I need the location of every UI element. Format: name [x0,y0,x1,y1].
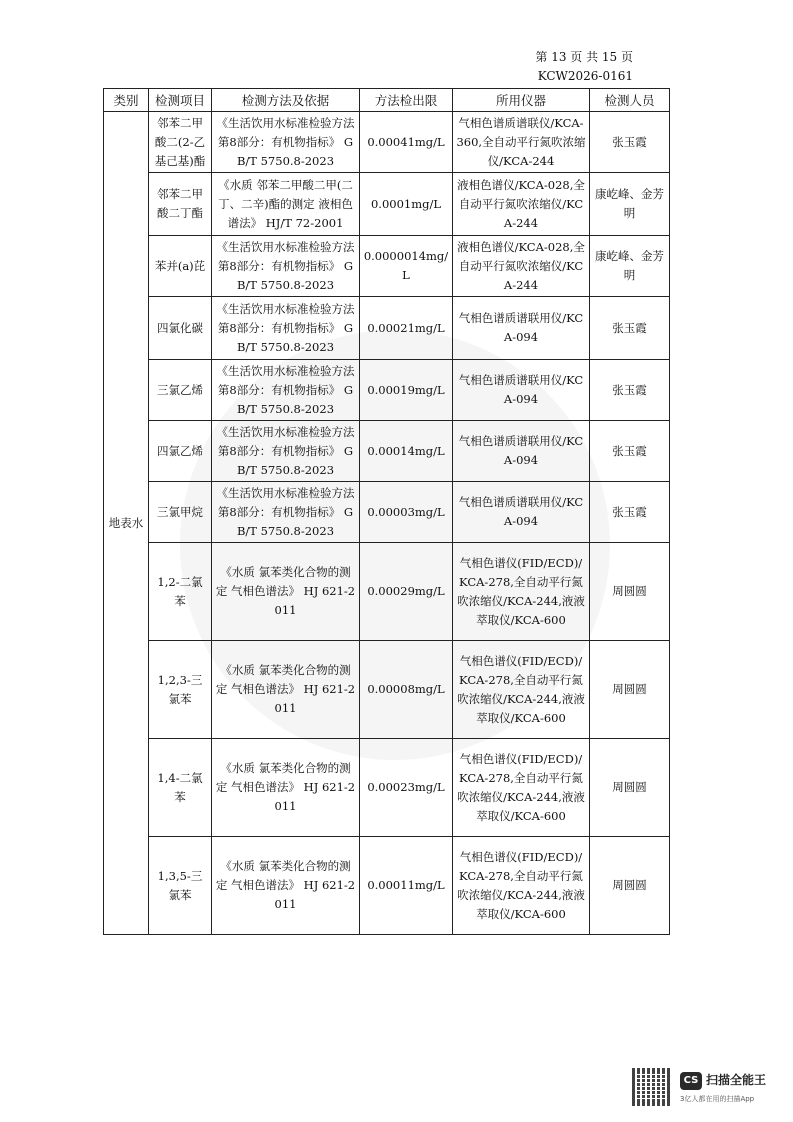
table-row [104,837,670,935]
method-cell: 《水质 氯苯类化合物的测定 气相色谱法》 HJ 621-2011 [212,641,360,739]
table-row [104,421,670,482]
table-row [104,297,670,360]
instrument-cell: 气相色谱仪(FID/ECD)/KCA-278,全自动平行氮吹浓缩仪/KCA-244,液液萃取仪/KCA-600 [453,837,590,935]
header-method: 检测方法及依据 [212,89,360,112]
item-cell: 三氯乙烯 [149,360,212,421]
limit-cell: 0.00029mg/L [360,543,453,641]
limit-cell: 0.0001mg/L [360,173,453,236]
qr-code-icon [632,1068,670,1106]
inspector-cell: 张玉霞 [590,482,670,543]
table-row [104,739,670,837]
instrument-cell: 气相色谱仪(FID/ECD)/KCA-278,全自动平行氮吹浓缩仪/KCA-244,液液萃取仪/KCA-600 [453,543,590,641]
page-header [535,48,633,86]
instrument-cell: 液相色谱仪/KCA-028,全自动平行氮吹浓缩仪/KCA-244 [453,236,590,297]
item-cell: 四氯化碳 [149,297,212,360]
table-row [104,641,670,739]
method-cell: 《生活饮用水标准检验方法 第8部分：有机物指标》 GB/T 5750.8-2023 [212,421,360,482]
instrument-cell: 液相色谱仪/KCA-028,全自动平行氮吹浓缩仪/KCA-244 [453,173,590,236]
item-cell: 苯并(a)芘 [149,236,212,297]
limit-cell: 0.00021mg/L [360,297,453,360]
instrument-cell: 气相色谱质谱联用仪/KCA-094 [453,360,590,421]
inspector-cell: 张玉霞 [590,421,670,482]
table-row [104,543,670,641]
item-cell: 三氯甲烷 [149,482,212,543]
instrument-cell: 气相色谱质谱联仪/KCA-360,全自动平行氮吹浓缩仪/KCA-244 [453,112,590,173]
inspector-cell: 周圆圆 [590,837,670,935]
item-cell: 邻苯二甲酸二(2-乙基己基)酯 [149,112,212,173]
method-cell: 《水质 氯苯类化合物的测定 气相色谱法》 HJ 621-2011 [212,739,360,837]
method-cell: 《生活饮用水标准检验方法 第8部分：有机物指标》 GB/T 5750.8-2023 [212,236,360,297]
limit-cell: 0.0000014mg/L [360,236,453,297]
table-row [104,173,670,236]
camscanner-logo-icon: CS [680,1072,702,1090]
page-info: 第 13 页 共 15 页 [535,50,633,64]
item-cell: 邻苯二甲酸二丁酯 [149,173,212,236]
limit-cell: 0.00019mg/L [360,360,453,421]
inspector-cell: 周圆圆 [590,543,670,641]
inspector-cell: 周圆圆 [590,739,670,837]
limit-cell: 0.00008mg/L [360,641,453,739]
inspector-cell: 张玉霞 [590,112,670,173]
inspector-cell: 康屹峰、金芳明 [590,173,670,236]
table-row [104,112,670,173]
instrument-cell: 气相色谱质谱联用仪/KCA-094 [453,297,590,360]
inspector-cell: 张玉霞 [590,297,670,360]
method-cell: 《生活饮用水标准检验方法 第8部分：有机物指标》 GB/T 5750.8-2023 [212,112,360,173]
limit-cell: 0.00003mg/L [360,482,453,543]
method-cell: 《水质 邻苯二甲酸二甲(二丁、二辛)酯的测定 液相色谱法》 HJ/T 72-2001 [212,173,360,236]
limit-cell: 0.00041mg/L [360,112,453,173]
header-limit: 方法检出限 [360,89,453,112]
limit-cell: 0.00014mg/L [360,421,453,482]
method-cell: 《生活饮用水标准检验方法 第8部分：有机物指标》 GB/T 5750.8-2023 [212,482,360,543]
item-cell: 1,2-二氯苯 [149,543,212,641]
item-cell: 四氯乙烯 [149,421,212,482]
header-inspector: 检测人员 [590,89,670,112]
table-row [104,482,670,543]
instrument-cell: 气相色谱质谱联用仪/KCA-094 [453,421,590,482]
item-cell: 1,2,3-三氯苯 [149,641,212,739]
limit-cell: 0.00023mg/L [360,739,453,837]
brand-tagline: 3亿人都在用的扫描App [680,1095,755,1103]
inspector-cell: 周圆圆 [590,641,670,739]
scanner-footer [632,1068,782,1108]
header-category: 类别 [104,89,149,112]
item-cell: 1,3,5-三氯苯 [149,837,212,935]
method-cell: 《生活饮用水标准检验方法 第8部分：有机物指标》 GB/T 5750.8-2023 [212,297,360,360]
method-cell: 《水质 氯苯类化合物的测定 气相色谱法》 HJ 621-2011 [212,837,360,935]
header-instrument: 所用仪器 [453,89,590,112]
results-table [103,88,670,935]
table-row [104,236,670,297]
inspector-cell: 康屹峰、金芳明 [590,236,670,297]
table-row [104,360,670,421]
brand-name: 扫描全能王 [706,1073,767,1087]
header-item: 检测项目 [149,89,212,112]
limit-cell: 0.00011mg/L [360,837,453,935]
method-cell: 《生活饮用水标准检验方法 第8部分：有机物指标》 GB/T 5750.8-2023 [212,360,360,421]
instrument-cell: 气相色谱仪(FID/ECD)/KCA-278,全自动平行氮吹浓缩仪/KCA-244,液液萃取仪/KCA-600 [453,739,590,837]
category-cell: 地表水 [104,112,149,935]
report-number: KCW2026-0161 [537,69,633,83]
item-cell: 1,4-二氯苯 [149,739,212,837]
instrument-cell: 气相色谱质谱联用仪/KCA-094 [453,482,590,543]
inspector-cell: 张玉霞 [590,360,670,421]
instrument-cell: 气相色谱仪(FID/ECD)/KCA-278,全自动平行氮吹浓缩仪/KCA-244,液液萃取仪/KCA-600 [453,641,590,739]
table-header-row [104,89,670,112]
method-cell: 《水质 氯苯类化合物的测定 气相色谱法》 HJ 621-2011 [212,543,360,641]
